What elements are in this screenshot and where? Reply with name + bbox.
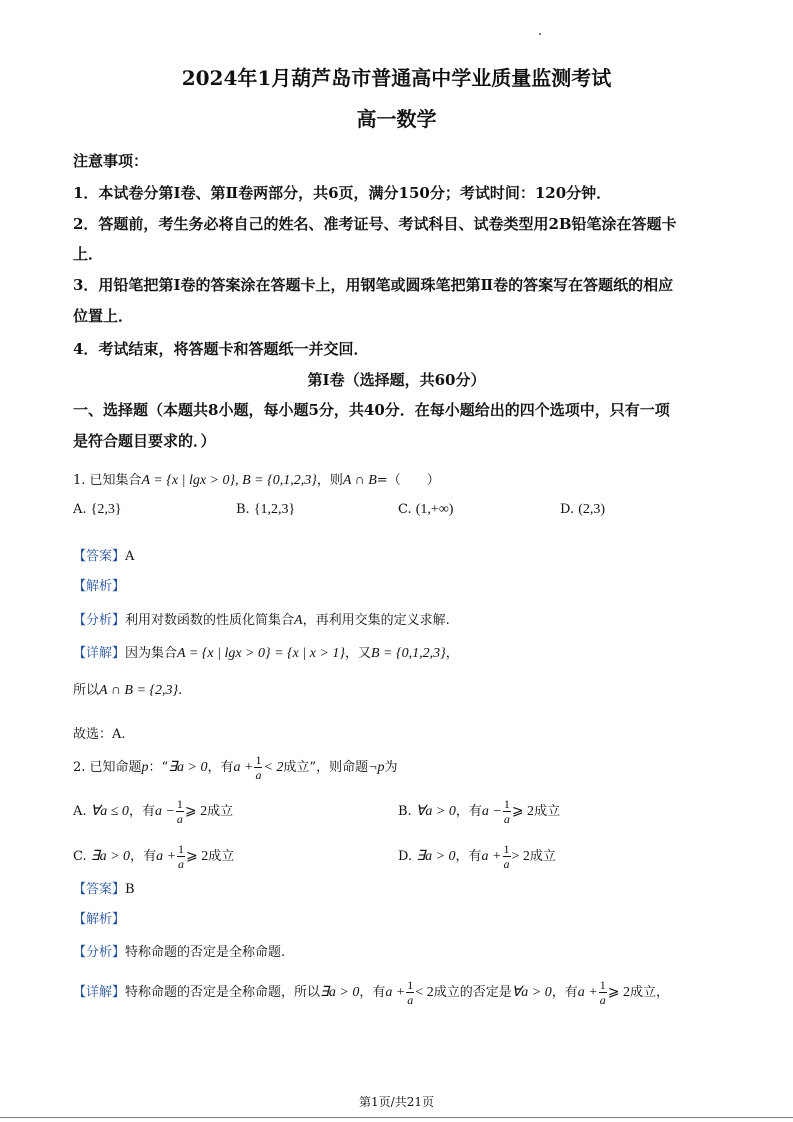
q1-option-c: C. (1,+∞) (398, 502, 454, 517)
notice-heading: 注意事项： (73, 152, 149, 170)
notice-item-4: 4．考试结束，将答题卡和答题纸一并交回． (73, 340, 369, 358)
q1-choose: 故选：A. (73, 727, 126, 742)
part1-title: 第Ⅰ卷（选择题，共60分） (307, 371, 486, 389)
notice-item-2-line-2: 上． (73, 245, 104, 263)
section-instruction-line-1: 一、选择题（本题共8小题，每小题5分，共40分．在每小题给出的四个选项中，只有一项 (73, 401, 670, 419)
exam-subtitle: 高一数学 (356, 107, 437, 131)
page-number: 第1页/共21页 (359, 1095, 434, 1109)
q1-answer: 【答案】A (73, 549, 135, 564)
q2-detail: 【详解】特称命题的否定是全称命题，所以∃a > 0，有a + $\frac{1}{a}$ < 2成立的否定是∀a > 0，有a + $\frac{1}{a}$ ⩾ 2成立， (73, 978, 669, 1007)
q1-option-d: D. (2,3) (560, 502, 606, 517)
exam-title: 2024年1月葫芦岛市普通高中学业质量监测考试 (181, 66, 612, 90)
q1-option-a: A. {2,3} (73, 502, 122, 517)
notice-item-2-line-1: 2．答题前，考生务必将自己的姓名、准考证号、考试科目、试卷类型用2B铅笔涂在答题卡 (73, 215, 677, 233)
q2-option-b: B. ∀a > 0，有a − $\frac{1}{a}$ ⩾ 2成立 (398, 797, 561, 826)
q1-detail: 【详解】因为集合A = {x | lgx > 0} = {x | x > 1}，又B = {0,1,2,3}， (73, 646, 459, 661)
notice-item-1: 1．本试卷分第Ⅰ卷、第Ⅱ卷两部分，共6页，满分150分；考试时间：120分钟． (73, 184, 612, 202)
q1-option-b: B. {1,2,3} (236, 502, 296, 517)
q1-set-a: A = {x | lgx > 0} (141, 473, 236, 488)
q2-option-a: A. ∀a ≤ 0，有a − $\frac{1}{a}$ ⩾ 2成立 (73, 797, 234, 826)
q1-suffix: =（ ） (376, 473, 440, 488)
q1-mid: ，则 (316, 473, 343, 488)
q1-set-b: B = {0,1,2,3} (242, 473, 317, 488)
q2-analysis-tag: 【解析】 (73, 912, 126, 927)
question-1-stem: 1. 已知集合A = {x | lgx > 0}, B = {0,1,2,3}，则A ∩ B=（ ） (73, 473, 440, 488)
q2-option-d: D. ∃a > 0，有a + $\frac{1}{a}$ > 2成立 (398, 842, 556, 871)
q2-fraction: $\frac{1}{a}$ (255, 753, 262, 782)
q1-analysis-tag: 【解析】 (73, 579, 126, 594)
q1-conclusion: 所以A ∩ B = {2,3}. (73, 683, 183, 698)
q2-fenxi: 【分析】特称命题的否定是全称命题. (73, 945, 286, 960)
notice-item-3-line-1: 3．用铅笔把第Ⅰ卷的答案涂在答题卡上，用钢笔或圆珠笔把第Ⅱ卷的答案写在答题纸的相应 (73, 276, 674, 294)
q2-answer: 【答案】B (73, 882, 135, 897)
q1-prefix: 1. 已知集合 (73, 473, 142, 488)
section-instruction-line-2: 是符合题目要求的．） (73, 432, 216, 450)
notice-item-3-line-2: 位置上． (73, 307, 134, 325)
q1-fenxi: 【分析】利用对数函数的性质化简集合A，再利用交集的定义求解. (73, 613, 450, 628)
q1-expr: A ∩ B (342, 473, 377, 488)
footer-divider (0, 1117, 793, 1118)
scan-dot (539, 33, 541, 35)
q2-option-c: C. ∃a > 0，有a + $\frac{1}{a}$ ⩾ 2成立 (73, 842, 235, 871)
question-2-stem: 2. 已知命题p：“∃a > 0，有a + $\frac{1}{a}$ < 2成立”，则命题¬p为 (73, 753, 398, 782)
